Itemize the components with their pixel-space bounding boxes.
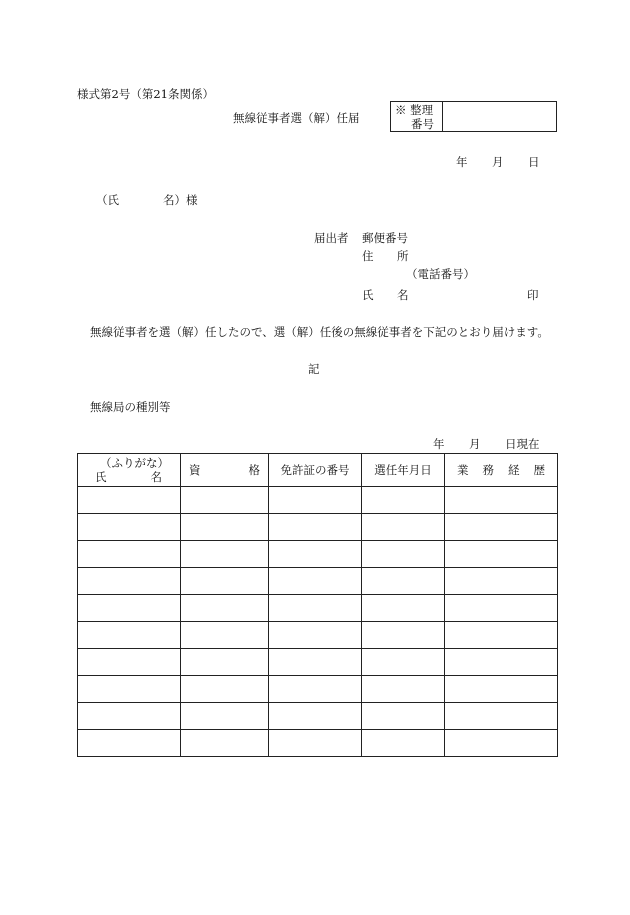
cell-license-number[interactable] <box>269 730 362 757</box>
header-qualification <box>181 454 269 487</box>
name-label-a: 氏 <box>362 288 374 302</box>
cell-career[interactable] <box>445 487 558 514</box>
header-career-2: 務 <box>482 463 494 477</box>
cell-appointment-date[interactable] <box>362 649 445 676</box>
reference-number-field[interactable] <box>443 102 556 131</box>
postal-code-label: 郵便番号 <box>362 231 408 245</box>
cell-appointment-date[interactable] <box>362 703 445 730</box>
table-row <box>78 487 558 514</box>
header-name <box>78 454 181 487</box>
cell-qualification[interactable] <box>181 649 269 676</box>
cell-license-number[interactable] <box>269 568 362 595</box>
table-row <box>78 649 558 676</box>
as-of-month: 月 <box>469 437 481 451</box>
date-month: 月 <box>492 155 504 169</box>
table-row <box>78 703 558 730</box>
cell-license-number[interactable] <box>269 676 362 703</box>
ref-label-line1: 整理 <box>410 103 434 117</box>
cell-career[interactable] <box>445 730 558 757</box>
header-qual-b: 格 <box>248 463 260 477</box>
cell-name[interactable] <box>78 676 181 703</box>
table-row <box>78 595 558 622</box>
form-title: 無線従事者選（解）任届 <box>233 111 360 125</box>
cell-name[interactable] <box>78 541 181 568</box>
applicant-label: 届出者 <box>314 231 349 245</box>
cell-name[interactable] <box>78 595 181 622</box>
header-name-a: 氏 <box>95 470 107 484</box>
ref-label-line2: 番号 <box>411 117 434 131</box>
station-type-label: 無線局の種別等 <box>90 400 171 414</box>
cell-career[interactable] <box>445 703 558 730</box>
seal-mark: 印 <box>527 288 539 302</box>
cell-name[interactable] <box>78 730 181 757</box>
address-label-b: 所 <box>397 249 409 263</box>
cell-qualification[interactable] <box>181 487 269 514</box>
cell-appointment-date[interactable] <box>362 622 445 649</box>
cell-career[interactable] <box>445 622 558 649</box>
cell-appointment-date[interactable] <box>362 730 445 757</box>
header-qual-a: 資 <box>189 463 201 477</box>
table-row <box>78 541 558 568</box>
asterisk-mark: ※ <box>395 103 407 117</box>
header-name-b: 名 <box>150 470 162 484</box>
header-appointment-date: 選任年月日 <box>362 454 445 487</box>
header-career-3: 経 <box>508 463 520 477</box>
cell-license-number[interactable] <box>269 514 362 541</box>
phone-label: （電話番号） <box>406 267 475 281</box>
header-license-number: 免許証の番号 <box>269 454 362 487</box>
cell-qualification[interactable] <box>181 595 269 622</box>
addressee-close: 名）様 <box>163 193 198 207</box>
cell-appointment-date[interactable] <box>362 514 445 541</box>
cell-name[interactable] <box>78 622 181 649</box>
cell-career[interactable] <box>445 649 558 676</box>
cell-qualification[interactable] <box>181 568 269 595</box>
cell-qualification[interactable] <box>181 703 269 730</box>
reference-number-box <box>390 101 557 132</box>
addressee-open: （氏 <box>96 193 119 207</box>
header-career <box>445 454 558 487</box>
cell-name[interactable] <box>78 487 181 514</box>
cell-name[interactable] <box>78 568 181 595</box>
cell-appointment-date[interactable] <box>362 541 445 568</box>
reference-number-label <box>391 102 443 131</box>
cell-name[interactable] <box>78 703 181 730</box>
cell-license-number[interactable] <box>269 595 362 622</box>
cell-career[interactable] <box>445 514 558 541</box>
cell-appointment-date[interactable] <box>362 487 445 514</box>
cell-appointment-date[interactable] <box>362 568 445 595</box>
cell-qualification[interactable] <box>181 730 269 757</box>
cell-appointment-date[interactable] <box>362 595 445 622</box>
ki-heading: 記 <box>308 362 320 376</box>
cell-license-number[interactable] <box>269 649 362 676</box>
cell-license-number[interactable] <box>269 622 362 649</box>
header-career-4: 歴 <box>533 463 545 477</box>
cell-career[interactable] <box>445 595 558 622</box>
cell-qualification[interactable] <box>181 676 269 703</box>
table-header-row <box>78 454 558 487</box>
table-row <box>78 622 558 649</box>
cell-qualification[interactable] <box>181 514 269 541</box>
cell-license-number[interactable] <box>269 487 362 514</box>
cell-license-number[interactable] <box>269 703 362 730</box>
header-furigana: （ふりがな） <box>100 456 169 470</box>
form-number: 様式第2号（第21条関係） <box>77 87 214 101</box>
name-label-b: 名 <box>397 288 409 302</box>
cell-qualification[interactable] <box>181 541 269 568</box>
cell-appointment-date[interactable] <box>362 676 445 703</box>
cell-career[interactable] <box>445 676 558 703</box>
cell-career[interactable] <box>445 568 558 595</box>
table-row <box>78 730 558 757</box>
table-row <box>78 514 558 541</box>
table-body <box>78 487 558 757</box>
date-day: 日 <box>528 155 540 169</box>
as-of-year: 年 <box>433 437 445 451</box>
cell-name[interactable] <box>78 649 181 676</box>
operator-table <box>77 453 558 757</box>
table-row <box>78 568 558 595</box>
cell-qualification[interactable] <box>181 622 269 649</box>
address-label-a: 住 <box>362 249 374 263</box>
header-career-1: 業 <box>457 463 469 477</box>
cell-name[interactable] <box>78 514 181 541</box>
cell-license-number[interactable] <box>269 541 362 568</box>
date-year: 年 <box>456 155 468 169</box>
as-of-day: 日現在 <box>505 437 540 451</box>
table-row <box>78 676 558 703</box>
cell-career[interactable] <box>445 541 558 568</box>
body-text: 無線従事者を選（解）任したので、選（解）任後の無線従事者を下記のとおり届けます。 <box>90 325 549 339</box>
